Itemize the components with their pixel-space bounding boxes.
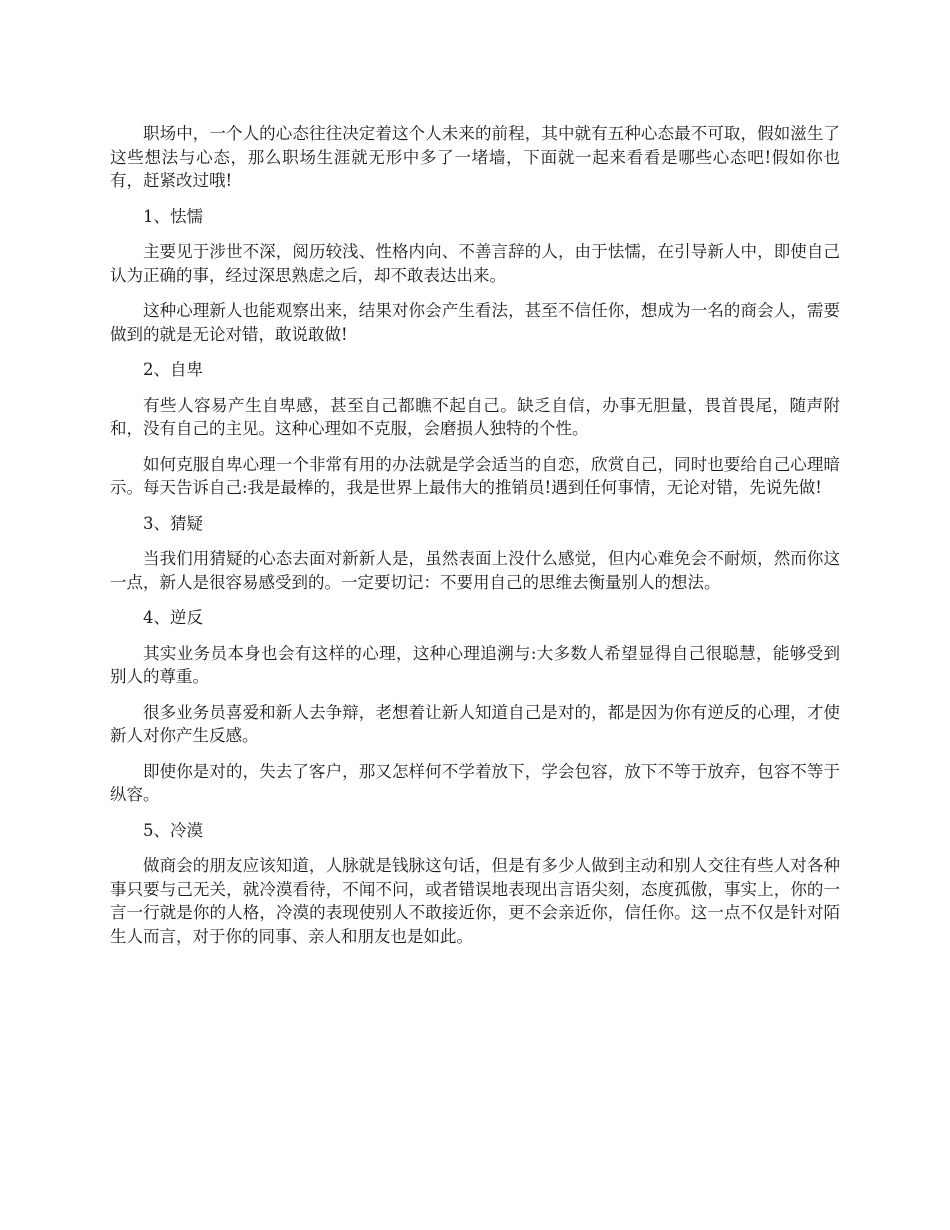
section-heading-2: 2、自卑: [143, 360, 203, 379]
section-1-paragraph-2: 这种心理新人也能观察出来，结果对你会产生看法，甚至不信任你，想成为一名的商会人，需要做到的就是无论对错，敢说敢做!: [110, 301, 840, 344]
section-heading-5: 5、冷漠: [143, 820, 203, 840]
document-body: [110, 122, 840, 960]
section-1-paragraph-1: 主要见于涉世不深，阅历较浅、性格内向、不善言辞的人，由于怯懦，在引导新人中，即使自己认为正确的事，经过深思熟虑之后，却不敢表达出来。: [110, 242, 840, 285]
section-heading-3: 3、猜疑: [143, 513, 203, 533]
section-2-paragraph-2: 如何克服自卑心理一个非常有用的办法就是学会适当的自恋，欣赏自己，同时也要给自己心理暗示。每天告诉自己:我是最棒的，我是世界上最伟大的推销员!遇到任何事情，无论对错，先说先做!: [110, 454, 840, 497]
section-4-paragraph-3: 即使你是对的，失去了客户，那又怎样何不学着放下，学会包容，放下不等于放弃，包容不等于纵容。: [110, 761, 840, 804]
section-heading-4: 4、逆反: [143, 608, 203, 627]
section-3-paragraph-1: 当我们用猜疑的心态去面对新新人是，虽然表面上没什么感觉，但内心难免会不耐烦，然而你这一点，新人是很容易感受到的。一定要切记：不要用自己的思维去衡量别人的想法。: [110, 549, 840, 592]
section-4-paragraph-1: 其实业务员本身也会有这样的心理，这种心理追溯与:大多数人希望显得自己很聪慧，能够受到别人的尊重。: [110, 643, 840, 686]
section-2-paragraph-1: 有些人容易产生自卑感，甚至自己都瞧不起自己。缺乏自信，办事无胆量，畏首畏尾，随声附和，没有自己的主见。这种心理如不克服，会磨损人独特的个性。: [110, 395, 840, 438]
section-heading-1: 1、怯懦: [143, 206, 203, 226]
section-4-paragraph-2: 很多业务员喜爱和新人去争辩，老想着让新人知道自己是对的，都是因为你有逆反的心理，才使新人对你产生反感。: [110, 702, 840, 745]
intro-paragraph: 职场中，一个人的心态往往决定着这个人未来的前程，其中就有五种心态最不可取，假如滋生了这些想法与心态，那么职场生涯就无形中多了一堵墙，下面就一起来看看是哪些心态吧!假如你也有，赶紧改过哦!: [110, 124, 840, 190]
section-5-paragraph-1: 做商会的朋友应该知道，人脉就是钱脉这句话，但是有多少人做到主动和别人交往有些人对各种事只要与己无关，就冷漠看待，不闻不问，或者错误地表现出言语尖刻，态度孤傲，事实上，你的一言一行就是你的人格，冷漠的表现使别人不敢接近你，更不会亲近你，信任你。这一点不仅是针对陌生人而言，对于你的同事、亲人和朋友也是如此。: [110, 856, 840, 946]
